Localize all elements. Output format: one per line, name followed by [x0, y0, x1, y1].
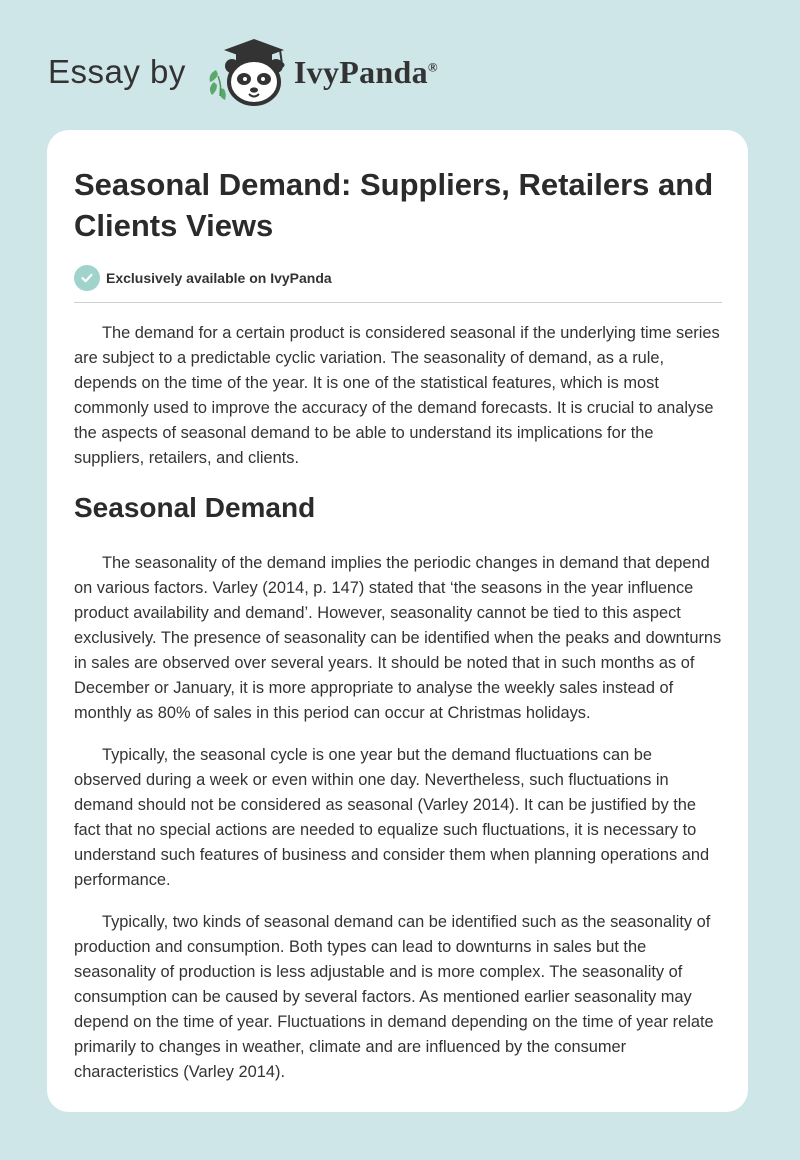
registered-mark: ® — [427, 58, 438, 74]
essay-card — [47, 130, 748, 1112]
brand-name[interactable]: IvyPanda® — [293, 53, 438, 90]
body-paragraph: The seasonality of the demand implies the periodic changes in demand that depend on various factors. Varley (2014, p. 147) stated that ‘the seasons in the year influence product availability and demand’. However, seasonality cannot be tied to this aspect exclusively. The presence of seasonality can be identified when the peaks and downturns in sales are observed over several years. It should be noted that in such months as of December or January, it is more appropriate to analyse the weekly sales instead of monthly as 80% of sales in this period can occur at Christmas holidays. — [74, 554, 722, 722]
divider — [74, 302, 722, 303]
site-header — [48, 36, 438, 108]
check-circle-icon — [74, 265, 100, 291]
body-paragraph: Typically, two kinds of seasonal demand can be identified such as the seasonality of production and consumption. Both types can lead to downturns in sales but the seasonality of production is less adjustable and is more complex. The seasonality of consumption can be caused by several factors. As mentioned earlier seasonality may depend on the time of year. Fluctuations in demand depending on the time of year relate primarily to changes in weather, climate and are influenced by the consumer characteristics (Varley 2014). — [74, 913, 714, 1081]
exclusive-badge — [74, 265, 722, 291]
brand-prefix: Essay by — [48, 53, 186, 90]
section-heading: Seasonal Demand — [74, 492, 316, 523]
page-title: Seasonal Demand: Suppliers, Retailers and Clients Views — [74, 167, 714, 243]
exclusive-label: Exclusively available on IvyPanda — [106, 270, 332, 286]
body-paragraph: Typically, the seasonal cycle is one year but the demand fluctuations can be observed during a week or even within one day. Nevertheless, such fluctuations in demand should not be considered as seasonal (Varley 2014). It can be justified by the fact that no special actions are needed to equalize such fluctuations, it is necessary to understand such features of business and consider them when planning operations and performance. — [74, 746, 710, 889]
panda-graduate-logo-icon[interactable] — [202, 36, 290, 108]
intro-paragraph: The demand for a certain product is considered seasonal if the underlying time series are subject to a predictable cyclic variation. The seasonality of demand, as a rule, depends on the time of the year. It is one of the statistical features, which is most commonly used to improve the accuracy of the demand forecasts. It is crucial to analyse the aspects of seasonal demand to be able to understand its implications for the suppliers, retailers, and clients. — [74, 324, 720, 467]
